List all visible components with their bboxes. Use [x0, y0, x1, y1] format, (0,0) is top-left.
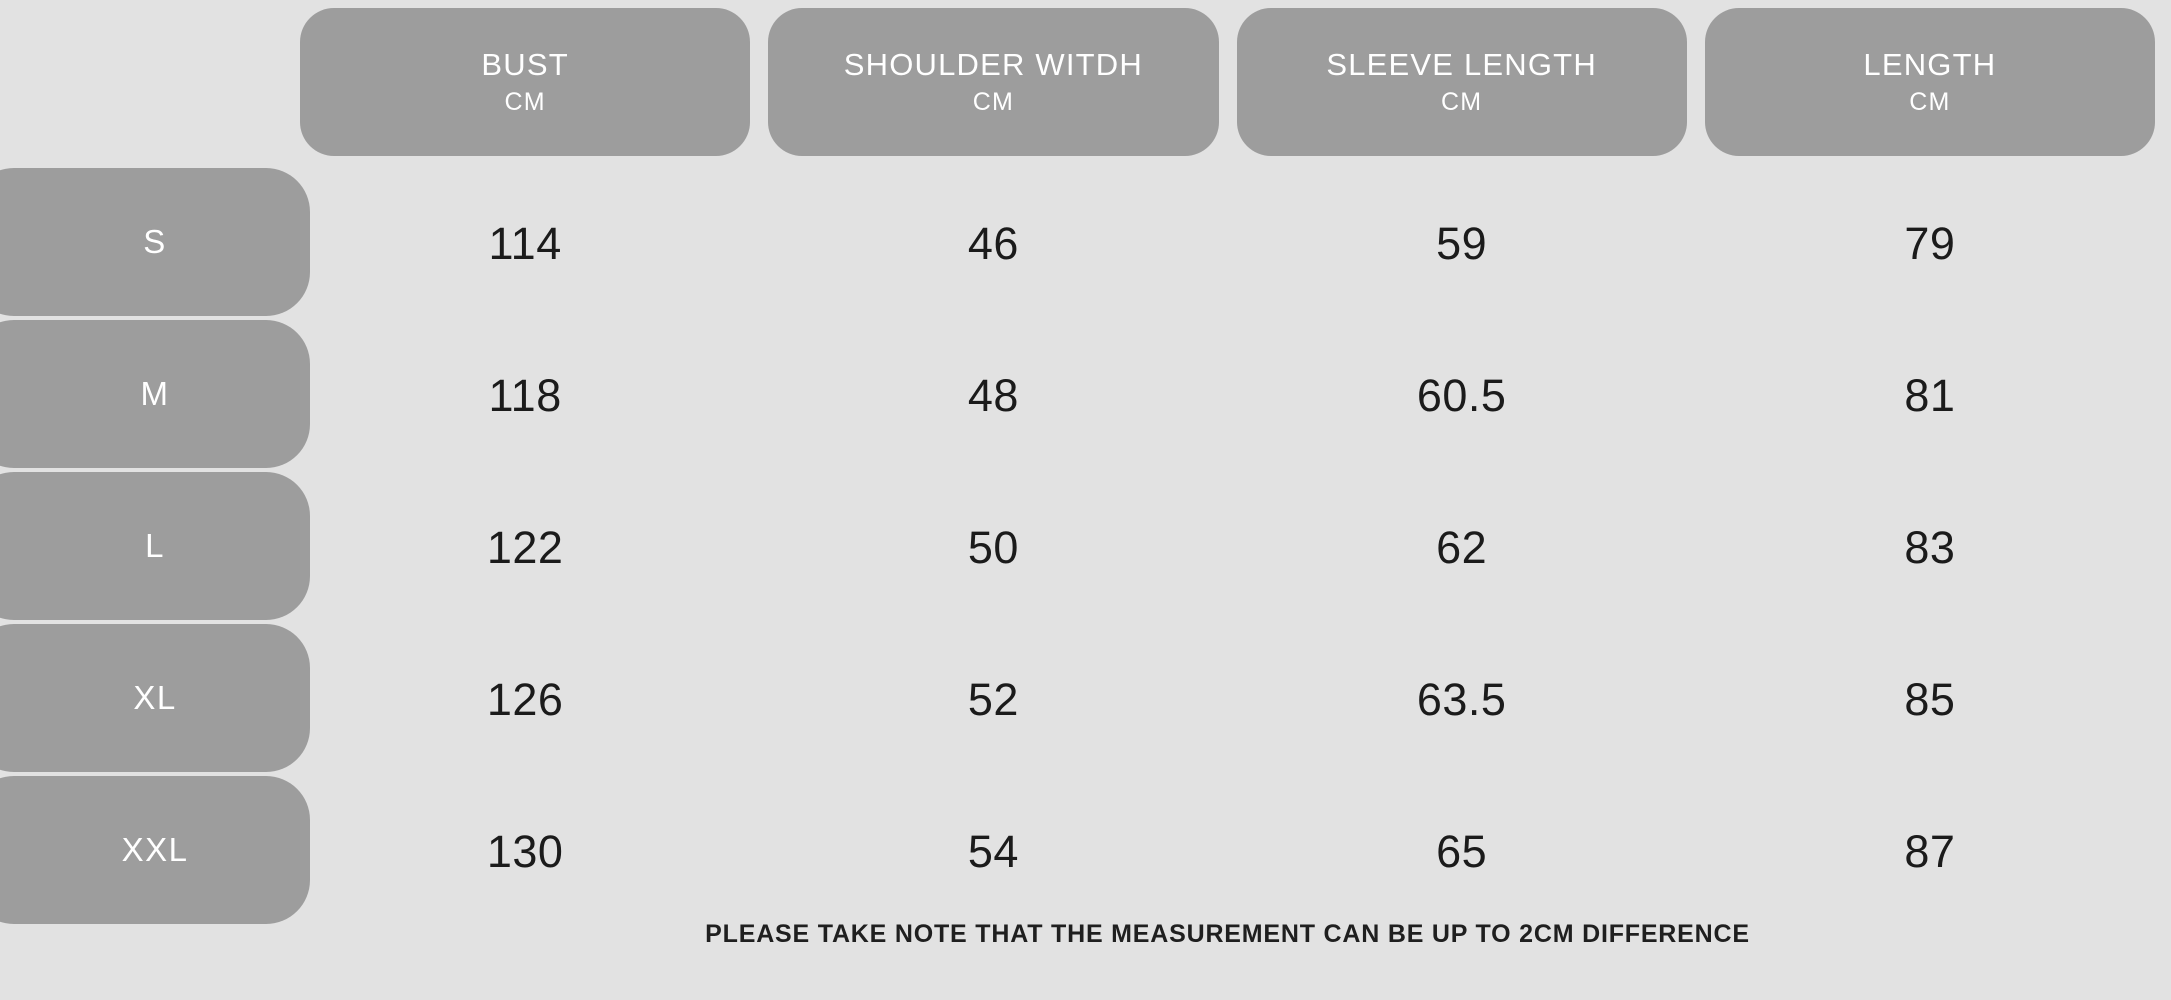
- column-header-unit: CM: [972, 88, 1015, 116]
- cell-sleeve-length: 60.5: [1416, 370, 1507, 421]
- column-header-sleeve-length: [1237, 8, 1687, 156]
- measurement-grid: [300, 168, 2155, 928]
- cell-bust: 118: [488, 370, 562, 421]
- cell-sleeve-length: 65: [1436, 826, 1488, 877]
- cell-length: 81: [1904, 370, 1956, 421]
- cell-shoulder-width: 48: [967, 370, 1019, 421]
- table-row: [300, 168, 2155, 320]
- cell-bust: 114: [488, 218, 562, 269]
- measurement-note: PLEASE TAKE NOTE THAT THE MEASUREMENT CAN BE UP TO 2CM DIFFERENCE: [705, 920, 1750, 948]
- column-header-title: SHOULDER WITDH: [843, 47, 1143, 82]
- cell-shoulder-width: 50: [967, 522, 1019, 573]
- cell-shoulder-width: 52: [967, 674, 1019, 725]
- cell-length: 83: [1904, 522, 1956, 573]
- cell-shoulder-width: 54: [967, 826, 1019, 877]
- column-header-row: [300, 8, 2155, 156]
- table-row: [300, 624, 2155, 776]
- size-label-column: [0, 168, 310, 928]
- cell-length: 87: [1904, 826, 1956, 877]
- column-header-unit: CM: [1440, 88, 1483, 116]
- cell-bust: 130: [486, 826, 564, 877]
- cell-sleeve-length: 59: [1436, 218, 1488, 269]
- table-row: [300, 320, 2155, 472]
- size-label-xxl: XXL: [0, 776, 310, 924]
- table-row: [300, 472, 2155, 624]
- size-label-l: L: [0, 472, 310, 620]
- column-header-title: SLEEVE LENGTH: [1326, 47, 1597, 82]
- cell-bust: 126: [486, 674, 564, 725]
- cell-length: 85: [1904, 674, 1956, 725]
- column-header-title: LENGTH: [1863, 47, 1997, 82]
- table-row: [300, 776, 2155, 928]
- column-header-title: BUST: [481, 47, 569, 82]
- size-label-s: S: [0, 168, 310, 316]
- column-header-shoulder-width: [768, 8, 1218, 156]
- column-header-length: [1705, 8, 2155, 156]
- cell-length: 79: [1904, 218, 1956, 269]
- cell-sleeve-length: 62: [1436, 522, 1488, 573]
- size-label-m: M: [0, 320, 310, 468]
- column-header-unit: CM: [1909, 88, 1951, 116]
- cell-bust: 122: [486, 522, 564, 573]
- cell-shoulder-width: 46: [967, 218, 1019, 269]
- column-header-unit: CM: [504, 88, 546, 116]
- column-header-bust: [300, 8, 750, 156]
- cell-sleeve-length: 63.5: [1416, 674, 1507, 725]
- size-label-xl: XL: [0, 624, 310, 772]
